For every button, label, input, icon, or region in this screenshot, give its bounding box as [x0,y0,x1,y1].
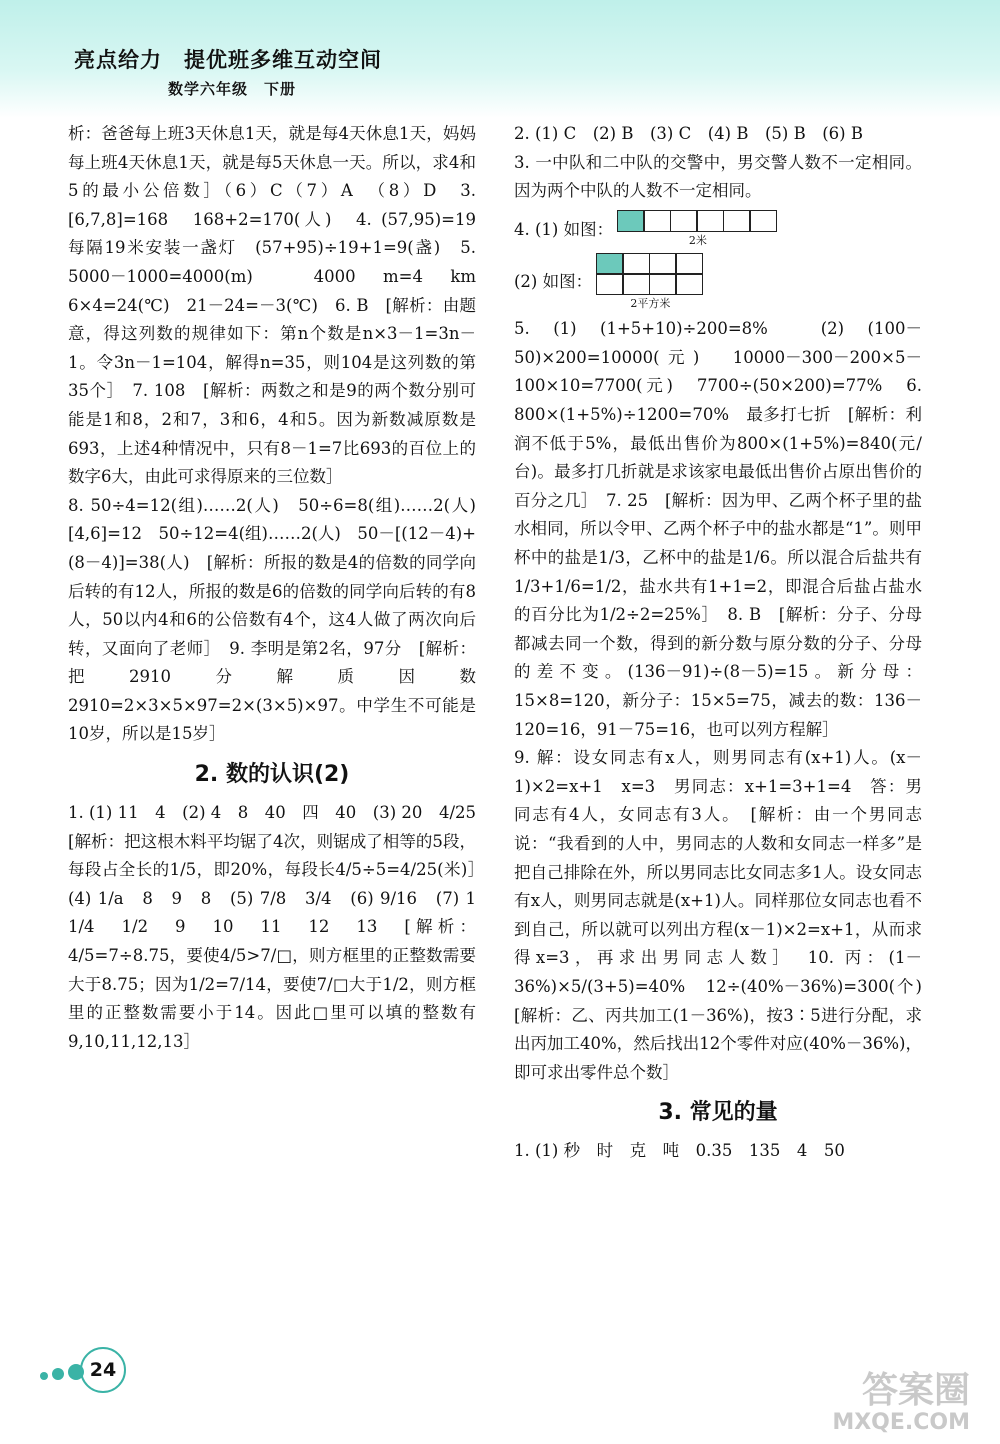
right-paragraph-1: 2. (1) C (2) B (3) C (4) B (5) B (6) B [514,124,863,143]
right-paragraph-4: 9. 解：设女同志有x人，则男同志有(x+1)人。(x－1)×2=x+1 x=3 男同志：x+1=3+1=4 答：男同志有4人，女同志有3人。 [解析：由一个男同志说：“我看到的人中，男同志的人数和女同志一样多”是把自己排除在外，所以男同志比女同志多1人。设女同志有x人，则男同志就是(x+1)人。同样那位女同志也看不到自己，所以就可以列出方程(x－1)×2=x+1，从而求得x=3，再求出男同志人数］ 10. 丙：(1－36%)×5/(3+5)=40% 12÷(40%－36%)=300(个) [解析：乙、丙共加工(1－36%)，按3∶5进行分配，求出丙加工40%，然后找出12个零件对应(40%－36%)，即可求出零件总个数］ [514,748,939,1082]
watermark-url: MXQE.COM [832,1410,970,1435]
watermark-logo: 答案圈 [861,1370,970,1411]
right-paragraph-3: 5. (1) (1+5+10)÷200=8% (2) (100－50)×200=10000(元) 10000－300－200×5－100×10=7700(元) 7700÷(50×200)=77% 6. 800×(1+5%)÷1200=70% 最多打七折 [解析：利润不低于5%，最低出售价为800×(1+5%)=840(元/台)。最多打几折就是求该家电最低出售价占原出售价的百分之几］ 7. 25 [解析：因为甲、乙两个杯子里的盐水相同，所以令甲、乙两个杯子中的盐水都是“1”。则甲杯中的盐是1/3，乙杯中的盐是1/6。所以混合后盐共有1/3+1/6=1/2，盐水共有1+1=2，即混合后盐占盐水的百分比为1/2÷2=25%］ 8. B [解析：分子、分母都减去同一个数，得到的新分数与原分数的分子、分母的差不变。(136－91)÷(8－5)=15。新分母：15×8=120，新分子：15×5=75，减去的数：136－120=16，91－75=16，也可以列方程解］ [514,319,922,739]
figure-1-line [514,212,922,249]
right-column [514,120,939,1166]
right-paragraph-2: 3. 一中队和二中队的交警中，男交警人数不一定相同。因为两个中队的人数不一定相同。 [514,152,922,201]
strip-diagram [618,212,777,249]
figure-2-label: (2) 如图： [514,272,593,292]
left-paragraph-2: 8. 50÷4=12(组)……2(人) 50÷6=8(组)……2(人) [4,6]=12 50÷12=4(组)……2(人) 50－[(12－4)+(8－4)]=38(人) [解析：所报的数是4的倍数的同学向后转的有12人，所报的数是6的倍数的同学向后转的有8人，50以内4和6的公倍数有4个，这4人做了两次向后转，又面向了老师］ 9. 李明是第2名，97分 [解析：把2910分解质因数2910=2×3×5×97=2×(3×5)×97。中学生不可能是10岁，所以是15岁］ [68,495,493,744]
right-paragraph-5: 1. (1) 秒 时 克 吨 0.35 135 4 50 [514,1141,845,1161]
strip-caption: 2米 [688,234,707,248]
book-title: 亮点给力 提优班多维互动空间 [74,48,382,72]
left-column [68,120,493,1056]
section-heading-3: 3. 常见的量 [658,1100,778,1126]
left-paragraph-1: 析：爸爸每上班3天休息1天，就是每4天休息1天，妈妈每上班4天休息1天，就是每5天休息一天。所以，求4和5的最小公倍数］（6）C（7）A （8）D 3. [6,7,8]=168 168+2=170(人) 4. (57,95)=19 每隔19米安装一盏灯 (57+95)÷19+1=9(盏) 5. 5000－1000=4000(m) 4000 m=4 km 6×4=24(℃) 21－24=－3(℃) 6. B [解析：由题意，得这列数的规律如下：第n个数是n×3－1=3n－1。令3n－1=104，解得n=35，则104是这列数的第35个］ 7. 108 [解析：两数之和是9的两个数分别可能是1和8，2和7，3和6，4和5。因为新数减原数是693，上述4种情况中，只有8－1=7比693的百位上的数字6大，由此可求得原来的三位数］ [68,124,493,487]
book-subtitle: 数学六年级 下册 [168,80,297,98]
figure-2-line [514,254,922,311]
grid-caption: 2平方米 [630,297,671,311]
page-number: 24 [80,1347,126,1393]
grid-diagram [597,254,703,311]
section-heading-2: 2. 数的认识(2) [194,762,350,788]
figure-1-label: 4. (1) 如图： [514,219,614,239]
left-paragraph-3: 1. (1) 11 4 (2) 4 8 40 四 40 (3) 20 4/25 [解析：把这根木料平均锯了4次，则锯成了相等的5段，每段占全长的1/5，即20%，每段长4/5÷5=4/25(米)］ (4) 1/a 8 9 8 (5) 7/8 3/4 (6) 9/16 (7) 1 1/4 1/2 9 10 11 12 13 [解析：4/5=7÷8.75，要使4/5>7/□，则方框里的正整数需要大于8.75；因为1/2=7/14，要使7/□大于1/2，则方框里的正整数需要小于14。因此□里可以填的整数有9,10,11,12,13］ [68,803,493,1051]
